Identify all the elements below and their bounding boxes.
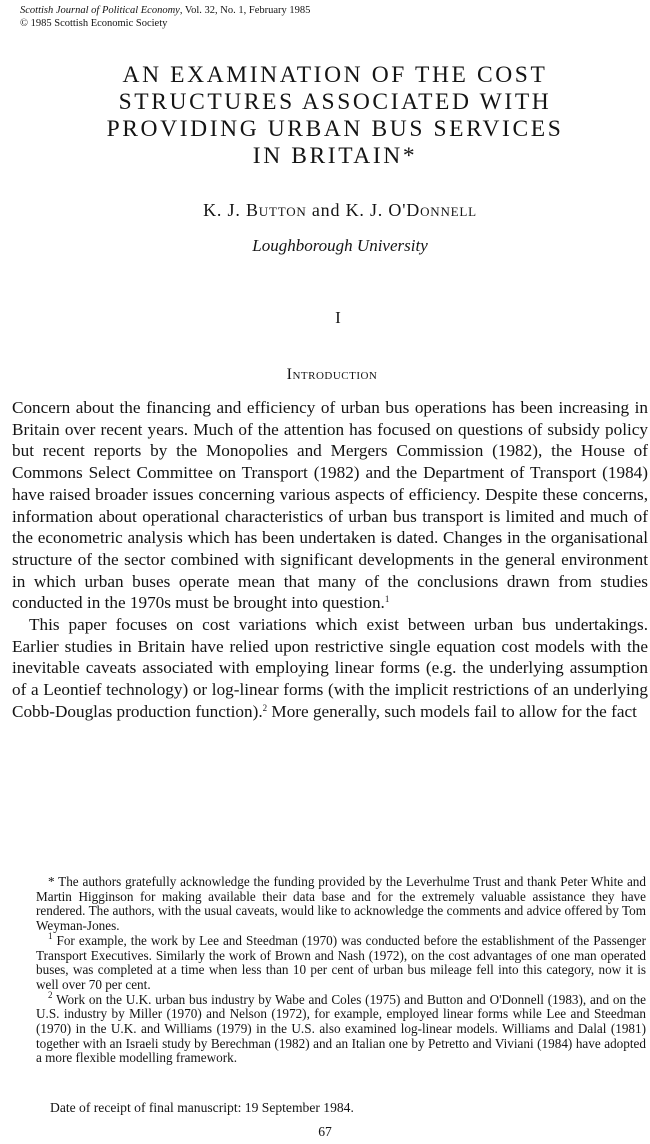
footnote — [36, 989, 646, 1067]
footnote-text: For example, the work by Lee and Steedman (1970) was conducted before the establishment of the Passenger Transport Executives. Similarly the work of Brown and Nash (1972), on the cost advantages of one man operated buses, was completed at a time when less than 10 per cent of urban bus mileage fell into this category, now it is well over 70 per cent. — [36, 932, 646, 992]
footnote-ref: 1 — [384, 594, 390, 605]
author-1-initials: K. J. — [203, 200, 241, 220]
title-footnote-marker: * — [402, 143, 418, 169]
body-paragraph — [12, 397, 648, 614]
article-body — [12, 397, 648, 723]
author-conjunction: and — [311, 200, 341, 220]
paragraph-text: Concern about the financing and efficiency of urban bus operations has been increasing in Britain over recent years. Much of the attention has focused on questions of subsidy policy but recent reports by the Monopolies and Mergers Commission (1982), the House of Commons Select Committee on Transport (1982) and the Department of Transport (1984) have raised broader issues concerning various aspects of efficiency. Despite these concerns, information about operational characteristics of urban bus transport is limited and much of the econometric analysis which has been undertaken is dated. Changes in the organisational structure of the sector combined with significant developments in the general environment in which urban buses operate mean that many of the conclusions drawn from studies conducted in the 1970s must be brought into question. — [12, 398, 648, 613]
author-1-surname: Button — [245, 200, 307, 220]
journal-header — [20, 4, 310, 30]
author-line — [0, 200, 650, 221]
footnote — [36, 875, 646, 934]
journal-citation — [20, 4, 310, 17]
author-affiliation: Loughborough University — [252, 236, 428, 255]
title-line: STRUCTURES ASSOCIATED WITH — [118, 89, 552, 115]
author-2-initials: K. J. — [345, 200, 384, 220]
section-heading: Introduction — [286, 366, 378, 383]
journal-name: Scottish Journal of Political Economy — [20, 5, 180, 16]
title-line: AN EXAMINATION OF THE COST — [122, 62, 548, 88]
manuscript-receipt-date: Date of receipt of final manuscript: 19 September 1984. — [50, 1100, 354, 1115]
title-line — [40, 143, 630, 170]
author-2-surname: O'Donnell — [388, 200, 477, 220]
footnote-marker: 2 — [48, 989, 53, 1000]
footnote-text: Work on the U.K. urban bus industry by Wabe and Coles (1975) and Button and O'Donnell (1983), and on the U.S. industry by Miller (1970) and Nelson (1972), for example, employed linear forms while Lee and Steedman (1970) in the U.K. and Williams (1979) in the U.S. also examined log-linear models. Williams and Dalal (1981) together with an Israeli study by Berechman (1982) and an Italian one by Petretto and Viviani (1984) have adopted a more flexible modelling framework. — [36, 991, 646, 1066]
footnote — [36, 930, 646, 993]
page-number: 67 — [318, 1124, 332, 1139]
paragraph-text: This paper focuses on cost variations which exist between urban bus undertakings. Earlier studies in Britain have relied upon restrictive single equation cost models with the inevitable caveats associated with employing linear forms (e.g. the underlying assumption of a Leontief technology) or log-linear forms (with the implicit restrictions of an underlying Cobb-Douglas production function). — [12, 615, 648, 721]
body-paragraph — [12, 614, 648, 723]
copyright-line: © 1985 Scottish Economic Society — [20, 18, 168, 29]
journal-issue: , Vol. 32, No. 1, February 1985 — [179, 5, 311, 16]
footnotes — [36, 875, 646, 1066]
footnote-text: The authors gratefully acknowledge the funding provided by the Leverhulme Trust and thank Peter White and Martin Higginson for making available their data base and for the extremely valuable assistance they have rendered. The authors, with the usual caveats, would like to acknowledge the comments and advice offered by Tom Weyman-Jones. — [36, 874, 646, 934]
article-title — [40, 62, 630, 170]
footnote-marker: 1 — [48, 930, 53, 941]
footnote-marker: * — [48, 874, 55, 889]
section-number: I — [335, 308, 341, 327]
title-line-text: IN BRITAIN — [252, 143, 403, 169]
title-line: PROVIDING URBAN BUS SERVICES — [106, 116, 564, 142]
footnote-ref: 2 — [262, 702, 268, 713]
paragraph-text: More generally, such models fail to allow for the fact — [267, 701, 637, 721]
